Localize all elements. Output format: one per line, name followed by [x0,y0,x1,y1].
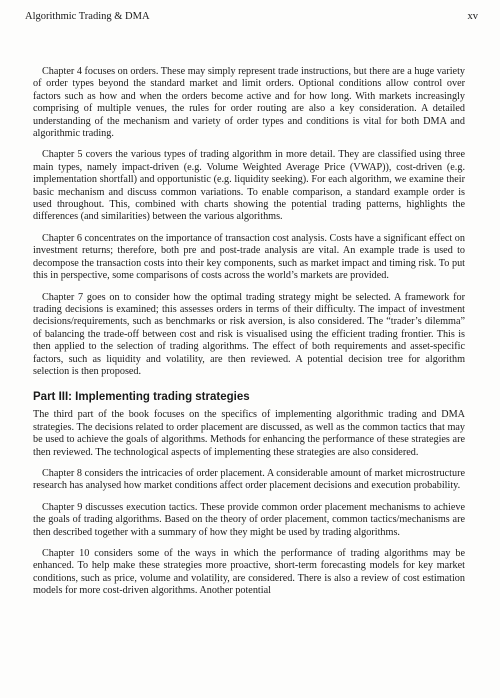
paragraph-chapter-10: Chapter 10 considers some of the ways in which the performance of trading algorithms may be enhanced. To help make these strategies more proactive, short-term forecasting models for key market conditions, such as price, volume and volatility, are considered. There is also a review of cost estimation models for more cost-driven algorithms. Another potential [33,548,465,597]
paragraph-part-3-intro: The third part of the book focuses on the specifics of implementing algorithmic trading and DMA strategies. The decisions related to order placement are discussed, as well as the common tactics that may be used to achieve the goals of algorithms. Methods for enhancing the performance of these strategies are then reviewed. The technological aspects of implementing these strategies are also considered. [33,409,465,458]
running-header [25,10,478,24]
paragraph-chapter-8: Chapter 8 considers the intricacies of order placement. A considerable amount of market microstructure research has analysed how market conditions affect order placement decisions and execution probability. [33,467,465,492]
running-title: Algorithmic Trading & DMA [25,11,150,22]
page-body [33,66,465,607]
paragraph-chapter-9: Chapter 9 discusses execution tactics. These provide common order placement mechanisms to achieve the goals of trading algorithms. Based on the theory of order placement, common tactics/mechanisms are then described together with a summary of how they might be used by trading algorithms. [33,501,465,538]
paragraph-chapter-6: Chapter 6 concentrates on the importance of transaction cost analysis. Costs have a significant effect on investment returns; therefore, both pre and post-trade analysis are vital. An example trade is used to decompose the transaction costs into their key components, such as market impact and timing risk. To put this in perspective, some comparisons of costs across the world’s markets are provided. [33,232,465,282]
section-heading: Part III: Implementing trading strategies [33,391,250,404]
page-number: xv [467,11,478,22]
paragraph-chapter-5: Chapter 5 covers the various types of trading algorithm in more detail. They are classified using three main types, namely impact-driven (e.g. Volume Weighted Average Price (VWAP)), cost-driven (e.g. implementation shortfall) and opportunistic (e.g. liquidity seeking). For each algorithm, we examine their basic mechanism and discuss common variations. To enable comparison, a standard example order is used throughout. This, combined with charts showing the potential trading patterns, highlights the differences (and similarities) between the various algorithms. [33,149,465,223]
paragraph-chapter-7: Chapter 7 goes on to consider how the optimal trading strategy might be selected. A framework for trading decisions is examined; this assesses orders in terms of their difficulty. The impact of investment decisions/requirements, such as benchmarks or risk aversion, is also considered. The “trader’s dilemma” of balancing the trade-off between cost and risk is visualised using the efficient trading frontier. This is then applied to the selection of trading algorithms. The effect of both requirements and asset-specific factors, such as liquidity and volatility, are then reviewed. A potential decision tree for algorithm selection is then proposed. [33,291,465,377]
paragraph-chapter-4: Chapter 4 focuses on orders. These may simply represent trade instructions, but there are a huge variety of order types beyond the standard market and limit orders. Optional conditions allow control over factors such as how and when the orders become active and for how long. With markets increasingly comprising of multiple venues, the rules for order routing are also a key consideration. A detailed understanding of the mechanism and variety of order types and conditions is vital for both DMA and algorithmic trading. [33,66,465,140]
